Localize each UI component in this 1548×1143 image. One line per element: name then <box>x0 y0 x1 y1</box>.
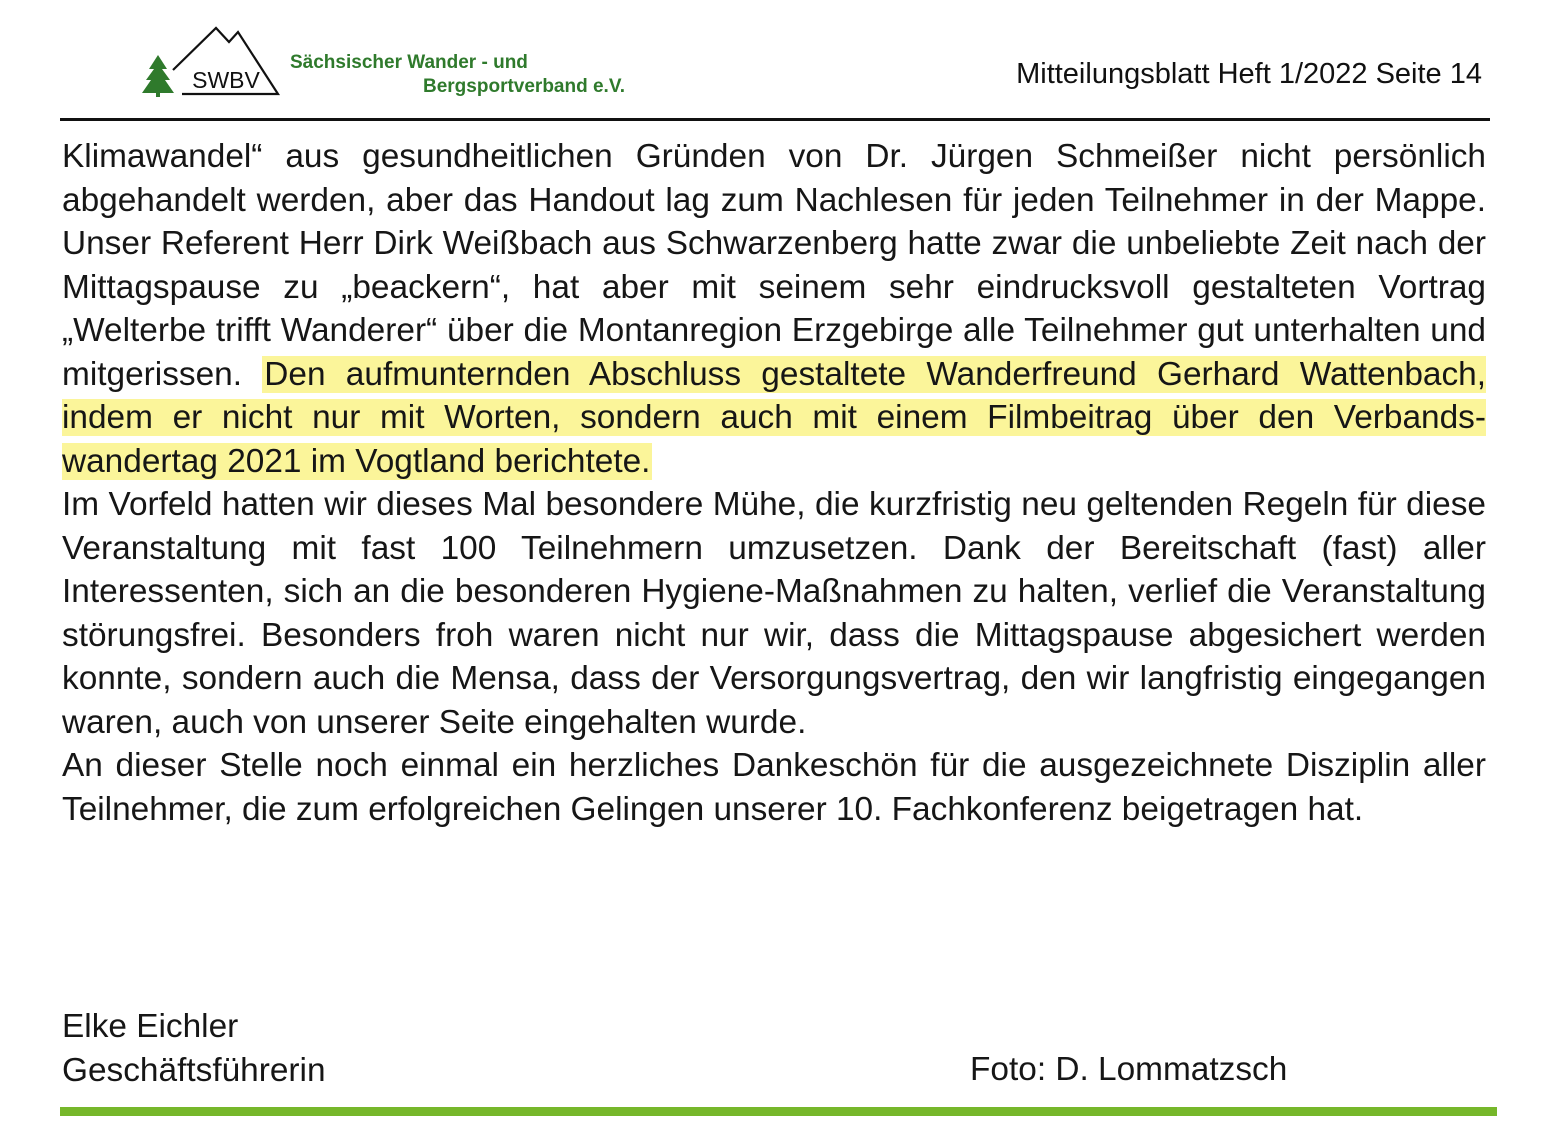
mountain-logo-icon <box>140 22 285 100</box>
swbv-logo <box>140 22 285 100</box>
signature <box>62 1005 326 1092</box>
signature-role: Geschäftsführerin <box>62 1051 326 1089</box>
footer-rule <box>60 1107 1497 1116</box>
paragraph-1-text: Klimawandel“ aus gesundheitlichen Gründen von Dr. Jürgen Schmeißer nicht persönlich abgehandelt werden, aber das Handout lag zum Nachlesen für jeden Teilnehmer in der Mappe. Unser Referent Herr Dirk Weißbach aus Schwarzenberg hatte zwar die unbeliebte Zeit nach der Mittagspause zu „beackern“, hat aber mit seinem sehr eindrucksvoll gestalteten Vortrag „Welterbe trifft Wanderer“ über die Montanregion Erzgebirge alle Teilnehmer gut unterhalten und mitgerissen. <box>62 138 1486 393</box>
signature-name: Elke Eichler <box>62 1008 239 1045</box>
article-body <box>62 135 1486 831</box>
issue-info: Mitteilungsblatt Heft 1/2022 Seite 14 <box>1016 58 1482 90</box>
paragraph-1 <box>62 135 1486 483</box>
photo-credit: Foto: D. Lommatzsch <box>970 1051 1288 1088</box>
highlighted-passage: Den aufmunternden Abschluss gestaltete Wanderfreund Gerhard Wattenbach, indem er nicht nur mit Worten, sondern auch mit einem Filmbeitrag über den Verbandswandertag 2021 im Vogtland berichtete. <box>62 355 1486 480</box>
logo-text: SWBV <box>192 67 260 93</box>
org-name-line1: Sächsischer Wander - und <box>290 52 528 73</box>
paragraph-2: Im Vorfeld hatten wir dieses Mal besondere Mühe, die kurzfristig neu geltenden Regeln für diese Veranstaltung mit fast 100 Teilnehmern umzusetzen. Dank der Bereitschaft (fast) aller Interessenten, sich an die besonderen Hygiene-Maßnahmen zu halten, verlief die Veranstaltung störungsfrei. Besonders froh waren nicht nur wir, dass die Mittagspause abgesichert werden konnte, sondern auch die Mensa, dass der Versorgungsvertrag, den wir langfristig eingegangen waren, auch von unserer Seite eingehalten wurde. <box>62 486 1486 741</box>
header-rule <box>60 118 1490 121</box>
organization-name <box>290 51 625 99</box>
org-name-line2: Bergsportverband e.V. <box>423 76 626 97</box>
paragraph-3: An dieser Stelle noch einmal ein herzliches Dankeschön für die ausgezeichnete Disziplin aller Teilnehmer, die zum erfolgreichen Gelingen unserer 10. Fachkonferenz beigetragen hat. <box>62 747 1486 828</box>
